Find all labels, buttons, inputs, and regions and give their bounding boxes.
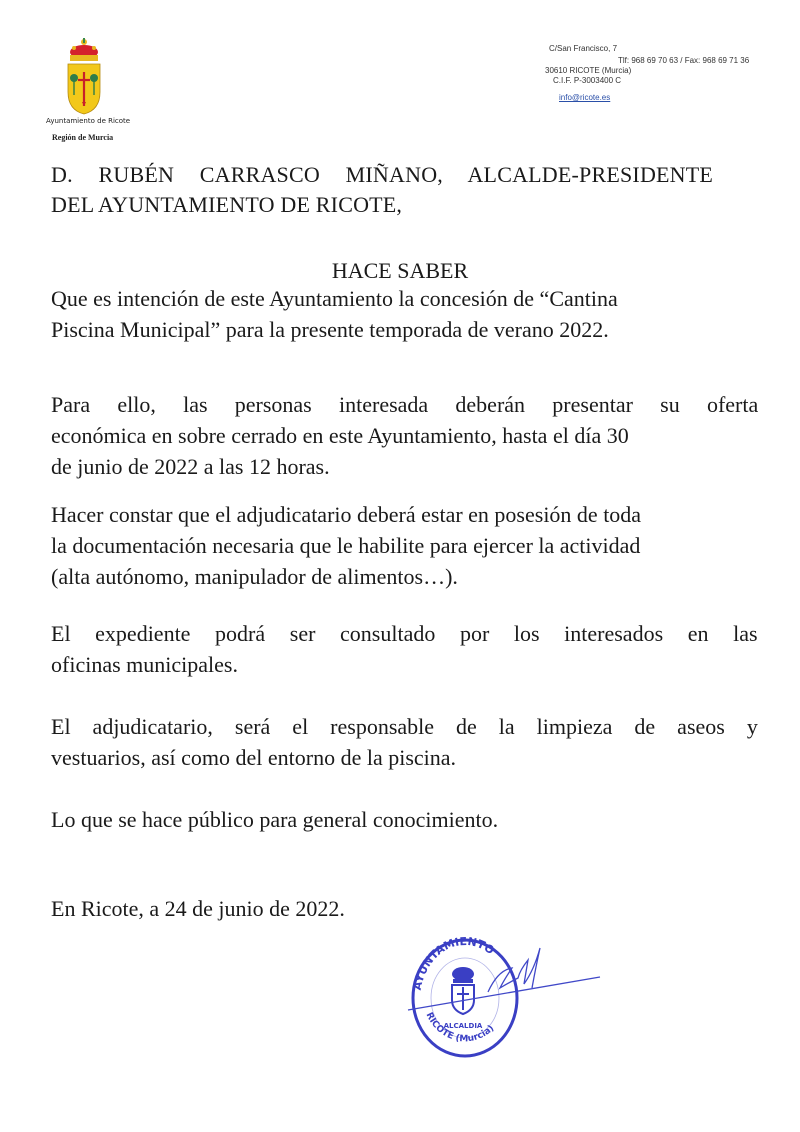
crown-emblem-icon [452, 967, 474, 1014]
paragraph-line: Hacer constar que el adjudicatario deberá estar en posesión de toda [51, 502, 642, 527]
heading-line-1: D. RUBÉN CARRASCO MIÑANO, ALCALDE-PRESIDENTE [51, 162, 714, 187]
address-city: 30610 RICOTE (Murcia) [545, 66, 632, 75]
crown-icon [70, 38, 98, 61]
paragraph-line: (alta autónomo, manipulador de alimentos…). [51, 564, 458, 589]
paragraph-documentation [51, 499, 758, 592]
paragraph-line: El adjudicatario, será el responsable de la limpieza de aseos y [51, 714, 758, 739]
address-cif: C.I.F. P-3003400 C [553, 76, 622, 85]
paragraph-line: económica en sobre cerrado en este Ayuntamiento, hasta el día 30 [51, 423, 629, 448]
closing-date [51, 893, 758, 924]
document-heading [51, 160, 758, 220]
paragraph-line: de junio de 2022 a las 12 horas. [51, 454, 330, 479]
paragraph-line: Que es intención de este Ayuntamiento la concesión de “Cantina [51, 286, 618, 311]
address-street: C/San Francisco, 7 [549, 44, 618, 53]
coat-of-arms-logo [62, 36, 106, 116]
paragraph-line: Lo que se hace público para general conocimiento. [51, 807, 499, 832]
paragraph-line: Piscina Municipal” para la presente temporada de verano 2022. [51, 317, 609, 342]
paragraph-line: vestuarios, así como del entorno de la piscina. [51, 745, 457, 770]
logo-caption: Ayuntamiento de Ricote [46, 117, 131, 125]
paragraph-line: El expediente podrá ser consultado por los interesados en las [51, 621, 758, 646]
official-stamp-and-signature [400, 930, 610, 1060]
paragraph-line: oficinas municipales. [51, 652, 238, 677]
paragraph-public-notice [51, 804, 758, 835]
stamp-center-text: ALCALDIA [443, 1022, 483, 1030]
heading-line-2: DEL AYUNTAMIENTO DE RICOTE, [51, 192, 403, 217]
paragraph-file-consultation [51, 618, 758, 680]
stamp-top-text: AYUNTAMIENTO [410, 934, 497, 992]
shield-icon [68, 64, 100, 114]
email-link[interactable]: info@ricote.es [559, 93, 611, 102]
address-phone-fax: Tlf: 968 69 70 63 / Fax: 968 69 71 36 [618, 56, 750, 65]
closing-line: En Ricote, a 24 de junio de 2022. [51, 896, 345, 921]
paragraph-line-text: Para ello, las personas interesada deberán presentar su oferta [51, 392, 759, 417]
paragraph-line [51, 389, 758, 420]
paragraph-offer [51, 389, 758, 482]
stamp-bottom-text: RICOTE (Murcia) [423, 1011, 497, 1045]
paragraph-cleaning [51, 711, 758, 773]
paragraph-line: la documentación necesaria que le habilite para ejercer la actividad [51, 533, 641, 558]
paragraph-concession [51, 283, 758, 345]
announcement-title: HACE SABER [331, 258, 469, 283]
region-label: Región de Murcia [52, 133, 114, 142]
